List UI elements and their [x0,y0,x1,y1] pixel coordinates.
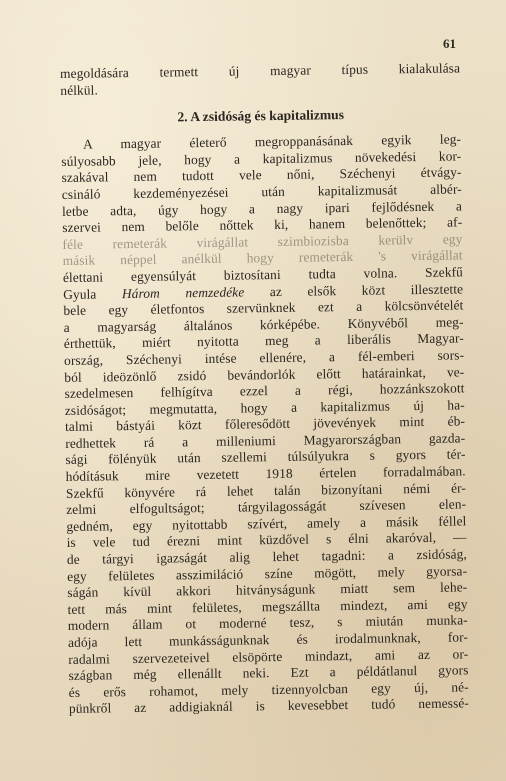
paragraph-line: adója lett munkásságunknak és irodalmunknak, for- [67,629,469,650]
text-block [60,60,469,717]
paragraph-line: redhettek rá a milleniumi Magyarországban gazda- [65,430,466,451]
paragraph-line: talmi bástyái közt főleresődött jövevények mint éb- [64,413,466,435]
paragraph-line: A magyar életerő megroppanásának egyik leg- [82,131,462,152]
paragraph-line: ország, Széchenyi intése ellenére, a fél-emberi sors- [64,347,465,368]
book-title: Három nemzedéke [121,283,245,301]
paragraph [61,132,469,718]
paragraph-line: ságán kívül akkori hitványságunk miatt sem lehe- [67,579,468,601]
paragraph-line: szervei nem belőle nőttek ki, hanem belenőttek; af- [62,214,463,236]
paragraph-line: másik néppel anélkül hogy remeterák 's virágállat [62,247,463,269]
paragraph-line: a magyarság általános kórképébe. Könyvéből meg- [63,314,464,335]
paragraph-line: de tárgyi igazságát alig lehet tagadni: a zsidóság, [66,546,467,567]
paragraph-line: Szekfű könyvére rá lehet talán bizonyítani némi ér- [65,480,467,501]
paragraph-line: csináló kezdeményezései után kapitalizmusát albér- [61,181,462,202]
paragraph-line: zsidóságot; megmutatta, hogy a kapitalizmus új ha- [64,397,465,418]
paragraph-line: ból ideözönlő zsidó bevándorlók előtt határainkat, ve- [64,363,465,385]
paragraph-line: féle remeterák virágállat szimbiozisba kerülv egy [62,231,463,252]
paragraph-line: radalmi szervezeteivel elsöpörte mindazt, ami az or- [68,645,469,667]
paragraph-line: bele egy életfontos szervünknek ezt a kölcsönvételét [63,297,464,319]
paragraph-line: sági fölényük után szellemi túlsúlyukra s gyors tér- [65,446,466,468]
paragraph-line: élettani egyensúlyát biztosítani tudta volna. Szekfű [62,264,464,285]
paragraph-line: zelmi elfogultságot; tárgyilagosságát szívesen elen- [66,496,467,518]
paragraph-line: érthettük, miért nyitotta meg a liberális Magyar- [63,330,464,352]
paragraph-line: is vele tud érezni mint küzdővel s élni akaróval, — [66,529,467,551]
paragraph-line: pünkről az addigiaknál is kevesebbet tudó nemessé- [68,695,470,717]
paragraph-line: modern állam ot moderné tesz, s miután munka- [67,612,468,634]
section-heading: 2. A zsidóság és kapitalizmus [177,107,345,125]
intro-line: megoldására termett új magyar típus kialakulása [60,60,461,81]
paragraph-line: szágban még ellenállt neki. Ezt a példátlanul gyors [68,662,469,684]
paragraph-line: gedném, egy nyitottabb szívért, amely a másik féllel [66,513,467,534]
paragraph-line: egy felületes asszimiláció színe mögött, mely gyorsa- [67,562,468,584]
paragraph-line: hódításuk mire vezetett 1918 értelen forradalmában. [65,463,466,485]
paragraph-line-with-italic: Gyula Három nemzedéke az elsők közt illesztette [63,280,464,302]
paragraph-line: és erős rohamot, mely tizennyolcban egy új, né- [68,679,469,700]
paragraph-line: súlyosabb jele, hogy a kapitalizmus növekedési kor- [61,148,462,169]
intro-line: nélkül. [60,82,98,98]
page-number: 61 [443,36,456,51]
paragraph-line: szedelmesen felhígítva ezzel a régi, hozzánkszokott [64,380,465,402]
paragraph-line: letbe adta, úgy hogy a nagy ipari fejlődésnek a [61,197,463,219]
paragraph-line: tett más mint felületes, megszállta mindezt, ami egy [67,596,468,617]
paragraph-line: szakával nem tudott vele nőni, Széchenyi étvágy- [61,164,462,186]
